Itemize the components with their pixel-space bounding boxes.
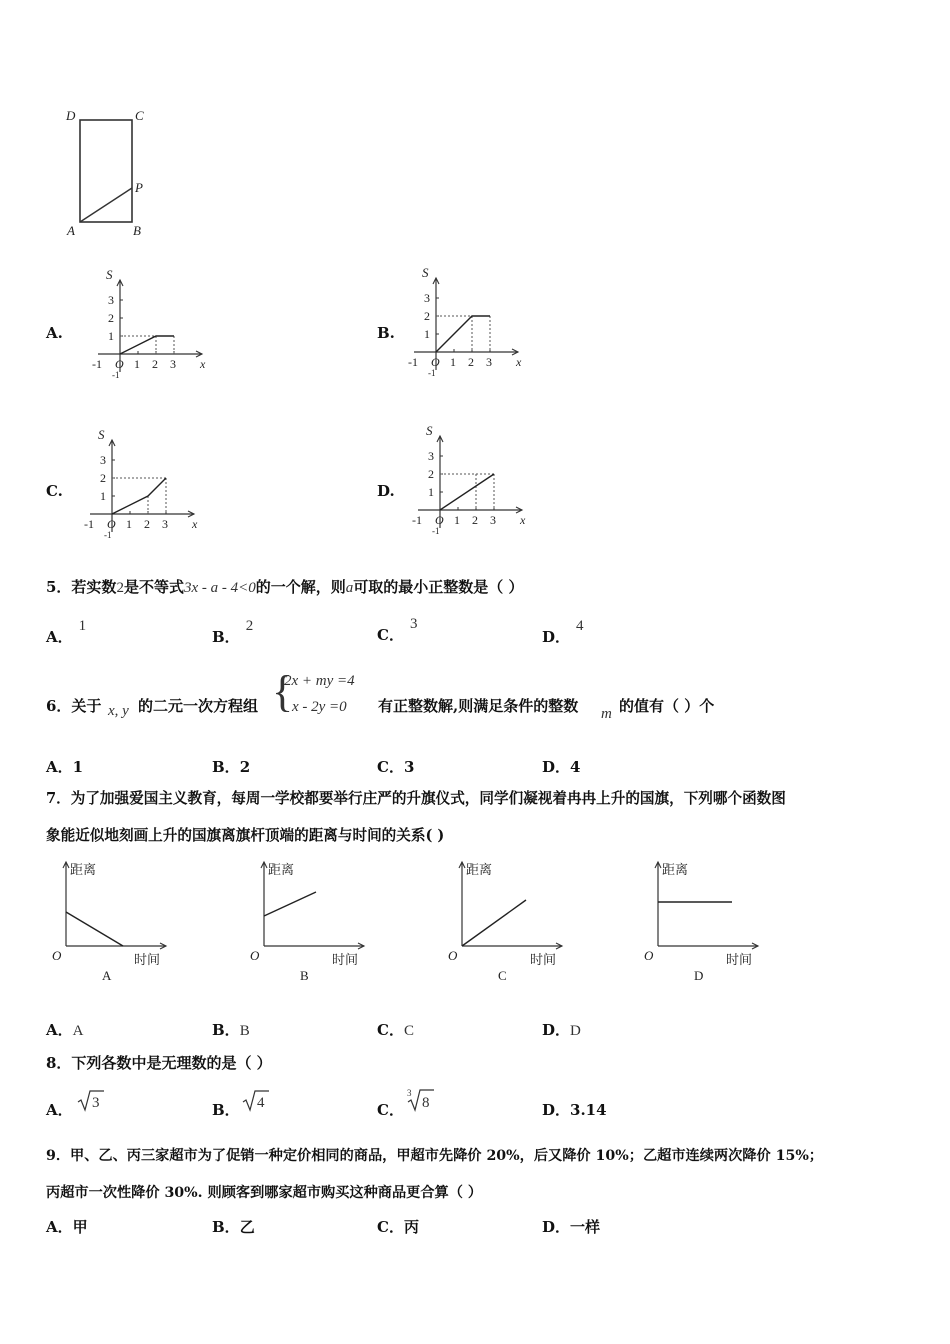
neg-y-label: -1 [112, 370, 120, 380]
neg-x-label: -1 [412, 513, 422, 527]
neg-x-label: -1 [92, 357, 102, 371]
q7-stem-line1: 7．为了加强爱国主义教育，每周一学校都要举行庄严的升旗仪式，同学们凝视着冉冉上升的国旗，下列哪个函数图 [46, 790, 786, 807]
neg-y-label: -1 [428, 368, 436, 378]
q9-option-b[interactable]: B．乙 [212, 1218, 255, 1236]
x-axis-label: x [200, 357, 206, 371]
neg-y-label: -1 [104, 530, 112, 540]
label-P: P [135, 180, 143, 195]
q6-var-m: m [601, 706, 612, 722]
q6-option-b[interactable]: B．2 [212, 758, 251, 776]
x-tick-label: 1 [126, 517, 132, 531]
distance-axis-label: 距离 [662, 863, 689, 878]
y-tick-label: 3 [428, 449, 434, 463]
x-axis-label: x [520, 513, 526, 527]
label-A: A [67, 223, 75, 238]
x-tick-label: 3 [490, 513, 496, 527]
q8-option-b[interactable]: B． [212, 1101, 240, 1119]
q6-option-c[interactable]: C．3 [377, 758, 415, 776]
q8-stem: 8．下列各数中是无理数的是（ ） [46, 1054, 272, 1072]
x-tick-label: 1 [454, 513, 460, 527]
y-tick-label: 2 [100, 471, 106, 485]
x-tick-label: 3 [170, 357, 176, 371]
q7-option-a[interactable]: A．A [46, 1021, 84, 1039]
origin-label: O [435, 513, 444, 527]
graph-line [462, 900, 526, 946]
origin-label: O [644, 948, 654, 963]
q4-graph-d [410, 422, 530, 537]
q6-option-a[interactable]: A．1 [46, 758, 84, 776]
y-axis-label: S [426, 423, 433, 438]
x-tick-label: 1 [134, 357, 140, 371]
q7-graph-c [444, 856, 574, 986]
x-tick-label: 2 [472, 513, 478, 527]
q7-graph-b [246, 856, 376, 986]
y-tick-label: 2 [424, 309, 430, 323]
y-tick-label: 1 [100, 489, 106, 503]
graph-series [436, 316, 490, 352]
q5-stem: 5．若实数2是不等式3x - a - 4<0的一个解，则a可取的最小正整数是（ ） [46, 578, 524, 596]
x-tick-label: 2 [152, 357, 158, 371]
x-tick-label: 3 [486, 355, 492, 369]
q6-mid: 的二元一次方程组 [138, 697, 259, 715]
q4-option-a-letter[interactable]: A. [46, 324, 63, 342]
y-tick-label: 2 [108, 311, 114, 325]
y-tick-label: 1 [108, 329, 114, 343]
q8-sqrt-4 [241, 1088, 271, 1114]
graph-series [440, 474, 494, 510]
y-tick-label: 3 [100, 453, 106, 467]
graph-series [112, 478, 166, 514]
q9-stem-line1: 9．甲、乙、丙三家超市为了促销一种定价相同的商品，甲超市先降价 20%，后又降价 10%；乙超市连续两次降价 15%； [46, 1148, 823, 1164]
q5-option-c[interactable]: C．3 [377, 616, 418, 644]
q6-brace: { [272, 667, 294, 716]
q8-option-a[interactable]: A． [46, 1101, 73, 1119]
q9-option-c[interactable]: C．丙 [377, 1218, 419, 1236]
q4-option-d-letter[interactable]: D. [377, 482, 395, 500]
graph-caption: D [694, 968, 704, 983]
y-axis-label: S [422, 265, 429, 280]
y-tick-label: 3 [108, 293, 114, 307]
q9-option-a[interactable]: A．甲 [46, 1218, 88, 1236]
x-axis-label: x [516, 355, 522, 369]
y-tick-label: 2 [428, 467, 434, 481]
neg-x-label: -1 [408, 355, 418, 369]
label-C: C [135, 108, 144, 123]
time-axis-label: 时间 [726, 953, 753, 968]
origin-label: O [250, 948, 260, 963]
y-tick-label: 1 [424, 327, 430, 341]
q8-cbrt-8 [404, 1086, 436, 1114]
q8-option-d[interactable]: D．3.14 [542, 1101, 607, 1119]
q4-option-b-letter[interactable]: B. [377, 324, 395, 342]
graph-caption: B [300, 968, 309, 983]
q6-mid2: 有正整数解,则满足条件的整数 [378, 697, 579, 715]
x-tick-label: 3 [162, 517, 168, 531]
label-B: B [133, 223, 141, 238]
graph-line [66, 912, 123, 946]
q6-vars: x, y [108, 703, 129, 719]
distance-axis-label: 距离 [466, 863, 493, 878]
origin-label: O [52, 948, 62, 963]
q7-graph-a [48, 856, 178, 986]
svg-text:3: 3 [407, 1088, 412, 1098]
svg-text:4: 4 [257, 1095, 265, 1111]
label-D: D [66, 108, 76, 123]
distance-axis-label: 距离 [268, 863, 295, 878]
y-axis-label: S [98, 427, 105, 442]
q5-option-b[interactable]: B．2 [212, 618, 254, 646]
y-tick-label: 3 [424, 291, 430, 305]
q7-option-d[interactable]: D．D [542, 1021, 581, 1039]
q6-option-d[interactable]: D．4 [542, 758, 581, 776]
neg-y-label: -1 [432, 526, 440, 536]
origin-label: O [115, 357, 124, 371]
q7-option-b[interactable]: B．B [212, 1021, 250, 1039]
svg-text:3: 3 [92, 1095, 100, 1111]
origin-label: O [448, 948, 458, 963]
neg-x-label: -1 [84, 517, 94, 531]
q5-option-a[interactable]: A．1 [46, 618, 87, 646]
q7-stem-line2: 象能近似地刻画上升的国旗离旗杆顶端的距离与时间的关系( ) [46, 827, 445, 844]
graph-caption: C [498, 968, 507, 983]
x-axis-label: x [192, 517, 198, 531]
x-tick-label: 2 [468, 355, 474, 369]
q6-prefix: 6．关于 [46, 697, 102, 715]
q4-graph-a [90, 266, 210, 381]
q9-stem-line2: 丙超市一次性降价 30%. 则顾客到哪家超市购买这种商品更合算（ ） [46, 1185, 483, 1201]
q6-eq2: x - 2y =0 [292, 699, 347, 715]
y-tick-label: 1 [428, 485, 434, 499]
x-tick-label: 2 [144, 517, 150, 531]
distance-axis-label: 距离 [70, 863, 97, 878]
q7-graph-d [640, 856, 770, 986]
q8-sqrt-3 [76, 1088, 106, 1114]
time-axis-label: 时间 [134, 953, 161, 968]
y-axis-label: S [106, 267, 113, 282]
q5-option-d[interactable]: D．4 [542, 618, 584, 646]
graph-caption: A [102, 968, 112, 983]
time-axis-label: 时间 [530, 953, 557, 968]
svg-text:8: 8 [422, 1095, 430, 1111]
rectangle-figure [60, 104, 160, 244]
q8-option-c[interactable]: C． [377, 1101, 404, 1119]
q6-suffix: 的值有（ ）个 [619, 697, 715, 715]
q4-graph-b [406, 264, 526, 379]
time-axis-label: 时间 [332, 953, 359, 968]
q4-option-c-letter[interactable]: C. [46, 482, 63, 500]
graph-line [264, 892, 316, 916]
origin-label: O [431, 355, 440, 369]
q9-option-d[interactable]: D．一样 [542, 1218, 601, 1236]
origin-label: O [107, 517, 116, 531]
q6-eq1: 2x + my =4 [284, 673, 355, 689]
graph-series [120, 336, 174, 354]
q7-option-c[interactable]: C．C [377, 1021, 414, 1039]
x-tick-label: 1 [450, 355, 456, 369]
q4-graph-c [82, 426, 202, 541]
